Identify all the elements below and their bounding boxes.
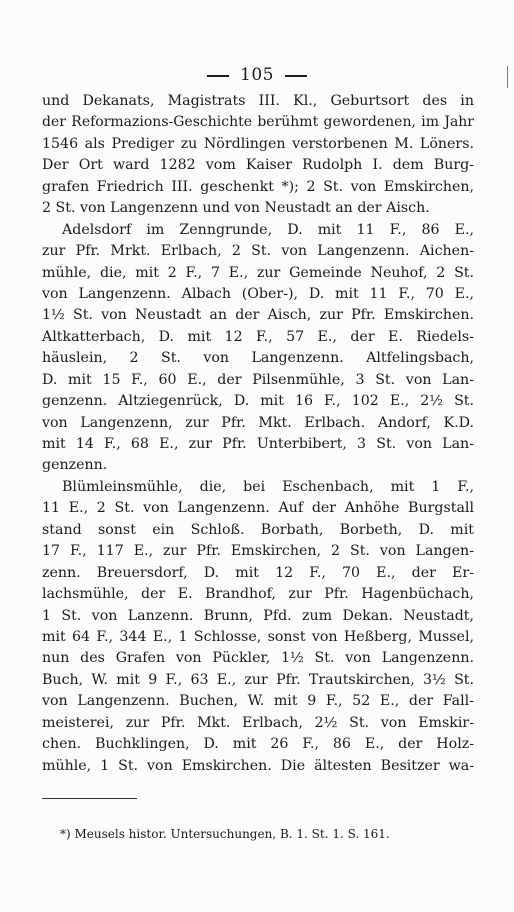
text-line: der Reformazions-Geschichte berühmt gewordenen, im Jahr: [42, 114, 474, 131]
text-line: lachsmühle, der E. Brandhof, zur Pfr. Hagenbüchach,: [42, 586, 474, 603]
page-edge-mark: [507, 66, 508, 88]
text-line: D. mit 15 F., 60 E., der Pilsenmühle, 3 St. von Lan-: [42, 371, 474, 388]
text-line: 1½ St. von Neustadt an der Aisch, zur Pfr. Emskirchen.: [42, 307, 474, 324]
text-line: 2 St. von Langenzenn und von Neustadt an der Aisch.: [42, 200, 430, 217]
text-line: genzenn. Altziegenrück, D. mit 16 F., 102 E., 2½ St.: [42, 393, 474, 410]
text-line: und Dekanats, Magistrats III. Kl., Geburtsort des in: [42, 93, 474, 109]
page-header: [0, 63, 514, 87]
text-line: Blümleinsmühle, die, bei Eschenbach, mit 1 F.,: [62, 478, 474, 495]
header-dash-left: [207, 75, 229, 77]
text-line: mit 14 F., 68 E., zur Pfr. Unterbibert, 3 St. von Lan-: [42, 436, 474, 452]
text-line: stand sonst ein Schloß. Borbath, Borbeth, D. mit: [42, 521, 474, 538]
text-line: 11 E., 2 St. von Langenzenn. Auf der Anhöhe Burgstall: [42, 500, 474, 517]
text-line: zenn. Breuersdorf, D. mit 12 F., 70 E., der Er-: [42, 564, 474, 581]
text-line: 1 St. von Lanzenn. Brunn, Pfd. zum Dekan. Neustadt,: [42, 607, 474, 624]
text-line: meisterei, zur Pfr. Mkt. Erlbach, 2½ St. von Emskir-: [42, 714, 474, 731]
text-line: von Langenzenn. Buchen, W. mit 9 F., 52 E., der Fall-: [42, 693, 474, 710]
text-line: von Langenzenn, zur Pfr. Mkt. Erlbach. Andorf, K.D.: [42, 414, 474, 431]
text-line: chen. Buchklingen, D. mit 26 F., 86 E., der Holz-: [42, 736, 474, 753]
text-line: zur Pfr. Mrkt. Erlbach, 2 St. von Langenzenn. Aichen-: [42, 243, 474, 260]
header-dash-right: [285, 75, 307, 77]
text-line: nun des Grafen von Pückler, 1½ St. von Langenzenn.: [42, 650, 474, 667]
text-line: Buch, W. mit 9 F., 63 E., zur Pfr. Trautskirchen, 3½ St.: [42, 671, 474, 688]
body-text: [42, 91, 474, 777]
text-line: Adelsdorf im Zenngrunde, D. mit 11 F., 86 E.,: [62, 221, 474, 238]
text-line: 17 F., 117 E., zur Pfr. Emskirchen, 2 St. von Langen-: [42, 543, 474, 560]
text-line: Der Ort ward 1282 vom Kaiser Rudolph I. dem Burg-: [42, 157, 474, 174]
page-number: 105: [240, 65, 274, 85]
text-line: häuslein, 2 St. von Langenzenn. Altfelingsbach,: [42, 350, 474, 367]
text-line: Altkatterbach, D. mit 12 F., 57 E., der E. Riedels-: [42, 328, 474, 345]
text-line: mit 64 F., 344 E., 1 Schlosse, sonst von Heßberg, Mussel,: [42, 628, 474, 645]
footnote-rule: [42, 798, 137, 799]
text-line: mühle, die, mit 2 F., 7 E., zur Gemeinde Neuhof, 2 St.: [42, 264, 474, 281]
text-line: grafen Friedrich III. geschenkt *); 2 St. von Emskirchen,: [42, 178, 474, 195]
text-line: mühle, 1 St. von Emskirchen. Die ältesten Besitzer wa-: [42, 757, 474, 774]
footnote: *) Meusels histor. Untersuchungen, B. 1. St. 1. S. 161.: [60, 827, 390, 841]
text-line: von Langenzenn. Albach (Ober-), D. mit 11 F., 70 E.,: [42, 285, 474, 302]
text-line: genzenn.: [42, 457, 108, 474]
text-line: 1546 als Prediger zu Nördlingen verstorbenen M. Löners.: [42, 135, 474, 152]
